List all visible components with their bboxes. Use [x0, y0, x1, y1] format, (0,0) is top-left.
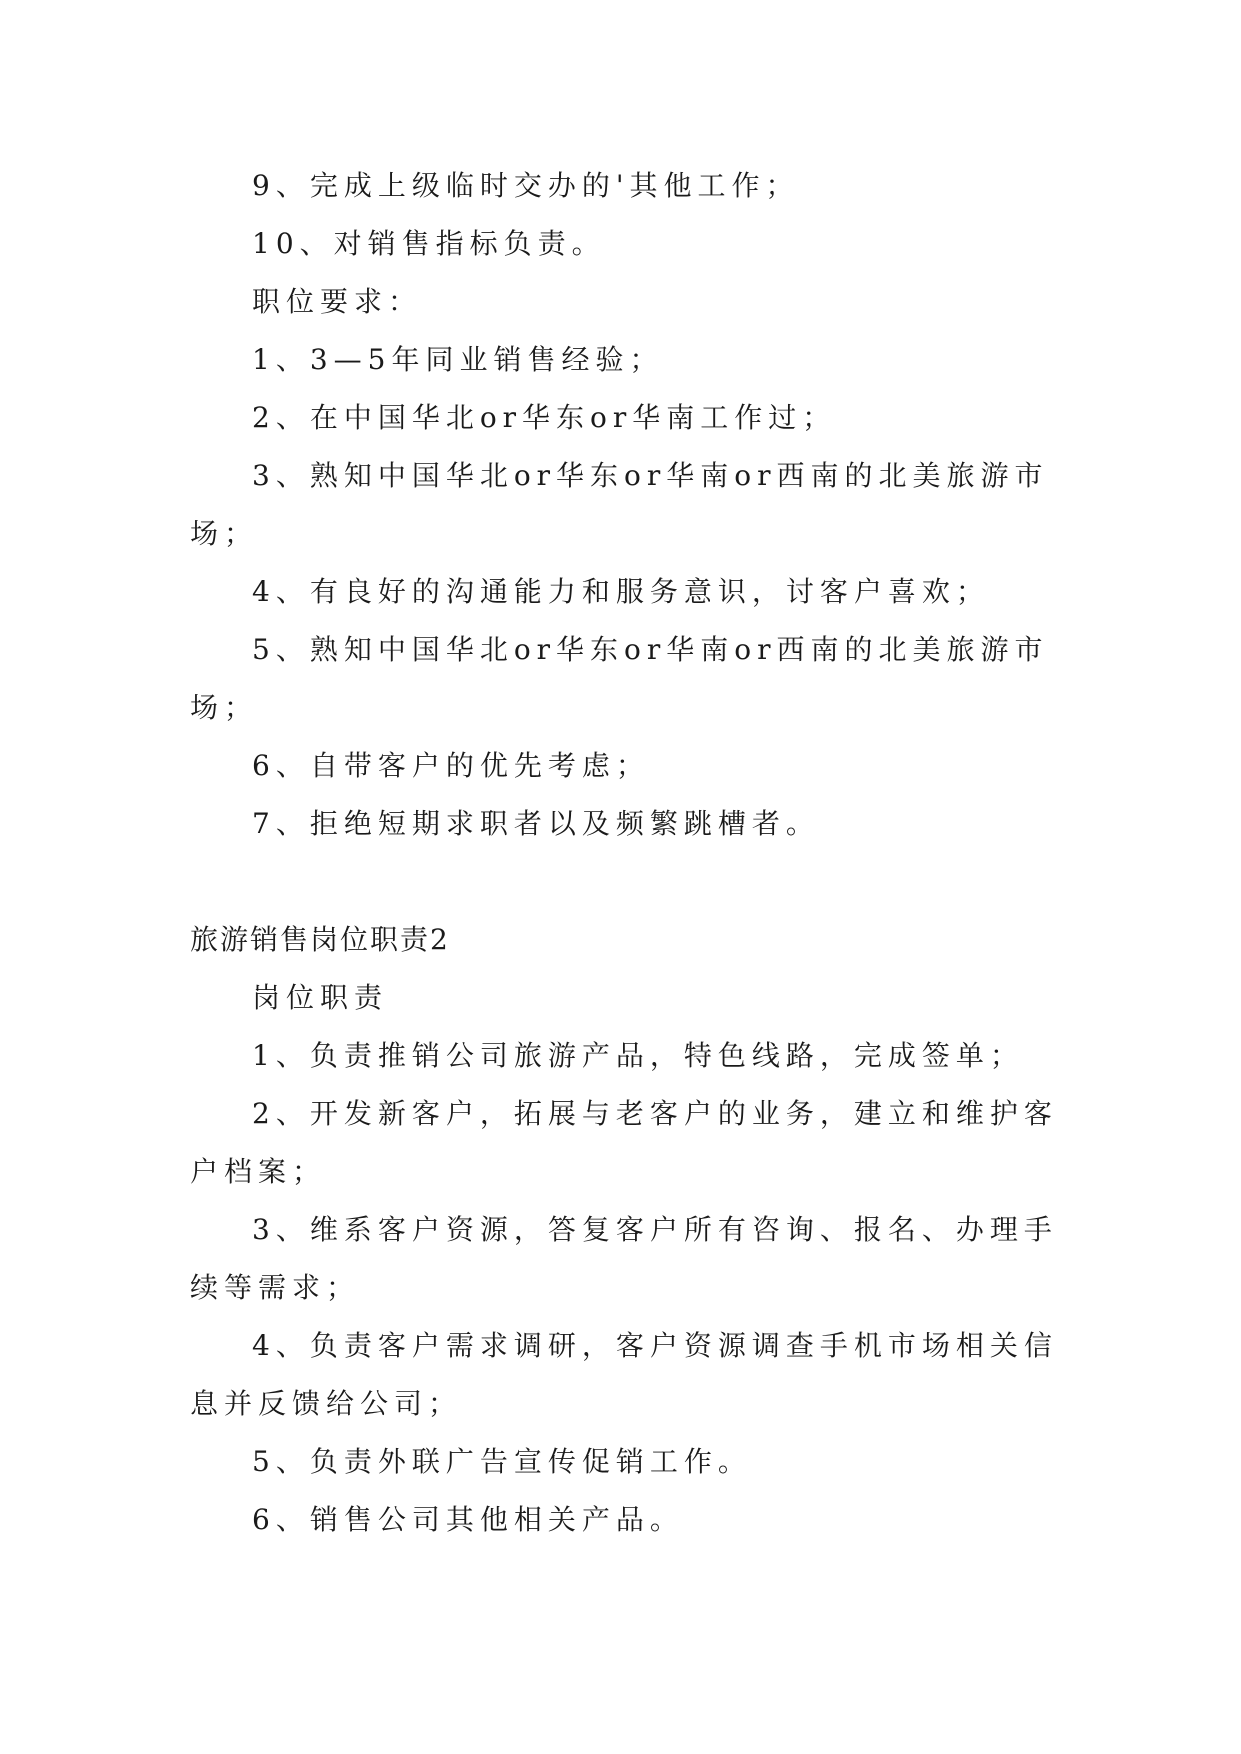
text-line: 9、完成上级临时交办的'其他工作； [252, 169, 800, 202]
text-line: 5、熟知中国华北or华东or华南or西南的北美旅游市 [252, 633, 1049, 666]
text-line: 场； [190, 517, 259, 550]
section-title: 旅游销售岗位职责2 [190, 923, 450, 956]
text-line: 续等需求； [190, 1271, 361, 1304]
subheading: 岗位职责 [252, 981, 389, 1014]
text-line: 6、销售公司其他相关产品。 [252, 1503, 684, 1536]
text-line: 5、负责外联广告宣传促销工作。 [252, 1445, 752, 1478]
text-line: 4、负责客户需求调研，客户资源调查手机市场相关信 [252, 1329, 1058, 1362]
text-line: 3、维系客户资源，答复客户所有咨询、报名、办理手 [252, 1213, 1058, 1246]
text-line: 1、负责推销公司旅游产品，特色线路，完成签单； [252, 1039, 1024, 1072]
text-line: 1、3—5年同业销售经验； [252, 343, 664, 376]
text-line: 2、在中国华北or华东or华南工作过； [252, 401, 837, 434]
text-line: 3、熟知中国华北or华东or华南or西南的北美旅游市 [252, 459, 1049, 492]
subheading: 职位要求： [252, 285, 423, 318]
text-line: 6、自带客户的优先考虑； [252, 749, 650, 782]
text-line: 场； [190, 691, 259, 724]
text-line: 4、有良好的沟通能力和服务意识，讨客户喜欢； [252, 575, 990, 608]
text-line: 2、开发新客户，拓展与老客户的业务，建立和维护客 [252, 1097, 1058, 1130]
text-line: 10、对销售指标负责。 [252, 227, 606, 260]
text-line: 息并反馈给公司； [190, 1387, 463, 1420]
text-line: 户档案； [190, 1155, 327, 1188]
text-line: 7、拒绝短期求职者以及频繁跳槽者。 [252, 807, 820, 840]
